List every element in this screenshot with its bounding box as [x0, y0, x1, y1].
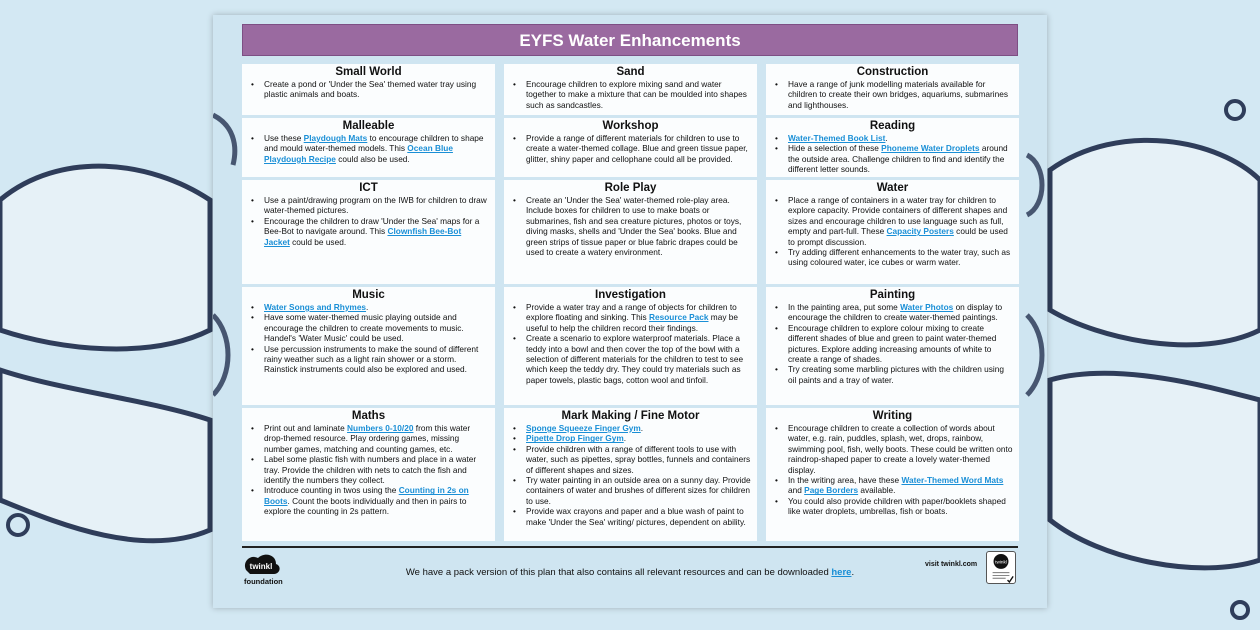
- bullet-item: [510, 195, 751, 257]
- bullet-text: from this water drop-themed resource. Play ordering games, missing number games, matching and counting games, etc.: [264, 423, 471, 454]
- resource-link[interactable]: Resource Pack: [649, 312, 709, 323]
- bullet-text: Use percussion instruments to make the sound of different rainy weather such as a light rain shower or a storm. Rainstick instruments could also be explored and used.: [264, 343, 479, 375]
- bullet-item: [772, 302, 1013, 323]
- bullet-item: [248, 79, 489, 100]
- bullet-list: [772, 79, 1013, 110]
- footer-text: We have a pack version of this plan that also contains all relevant resources and can be downloaded: [405, 567, 832, 578]
- page-title: EYFS Water Enhancements: [242, 24, 1018, 56]
- enhancements-grid: [242, 64, 1018, 542]
- resource-link[interactable]: Water Photos: [900, 302, 954, 312]
- cell-mark-making-fine-motor: [504, 408, 757, 541]
- cell-heading: Small World: [335, 66, 402, 78]
- cell-heading: Water: [876, 182, 909, 194]
- resource-link[interactable]: Capacity Posters: [886, 226, 954, 237]
- bullet-text: Provide wax crayons and paper and a blue wash of paint to make 'Under the Sea' writing/ pictures, dependent on ability.: [526, 506, 746, 527]
- bullet-text: Create a pond or 'Under the Sea' themed water tray using plastic animals and boats.: [264, 79, 477, 100]
- bullet-item: [248, 423, 489, 454]
- cell-heading: Role Play: [604, 182, 657, 194]
- bullet-text: Provide a range of different materials for children to use to create a water-themed collage. Blue and green tissue paper, glitter, shiny paper and cellophane could all be provided.: [526, 133, 748, 164]
- resource-link[interactable]: Water-Themed Book List: [788, 133, 886, 143]
- cell-music: [242, 287, 495, 405]
- bullet-item: [772, 423, 1013, 475]
- bullet-list: [248, 133, 489, 164]
- bullet-item: [510, 433, 751, 443]
- bullet-text: .: [366, 302, 369, 312]
- bullet-text: Label some plastic fish with numbers and place in a water tray. Provide the children with nets to catch the fish and identify the numbers they collect.: [264, 454, 477, 486]
- bullet-text: and: [788, 485, 805, 496]
- bullet-text: Try creating some marbling pictures with the children using oil paints and a tray of water.: [788, 364, 1004, 385]
- resource-link[interactable]: Ocean Blue Playdough Recipe: [264, 143, 453, 164]
- bullet-text: .: [623, 433, 627, 444]
- resource-link[interactable]: Counting in 2s on Boots: [264, 485, 469, 506]
- bullet-text: Try adding different enhancements to the water tray, such as using coloured water, ice cubes or warm water.: [788, 247, 1011, 268]
- bullet-item: [248, 454, 489, 485]
- bullet-text: You could also provide children with paper/booklets shaped like water droplets, umbrellas, fish or boats.: [788, 495, 1006, 517]
- resource-link[interactable]: Sponge Squeeze Finger Gym: [526, 423, 641, 433]
- bullet-list: [772, 133, 1013, 175]
- bullet-item: [248, 312, 489, 343]
- resource-link[interactable]: Phoneme Water Droplets: [881, 143, 980, 154]
- divider: [242, 546, 1018, 548]
- bullet-list: [248, 423, 489, 517]
- bullet-text: Place a range of containers in a water tray for children to explore capacity. Provide containers of different shapes and sizes and encourage children to use language such as full, empty and part-full. These: [788, 195, 1008, 237]
- bullet-text: Provide children with a range of different tools to use with water, such as pipettes, spray bottles, funnels and containers of different shapes and sizes.: [526, 443, 751, 475]
- cell-heading: Investigation: [595, 289, 666, 301]
- bullet-text: Provide a water tray and a range of objects for children to explore floating and sinking. This: [526, 302, 737, 323]
- bullet-item: [248, 302, 489, 312]
- bullet-text: Print out and laminate: [264, 423, 348, 433]
- bullet-item: [772, 496, 1013, 517]
- bullet-text: . Count the boots individually and then in pairs to explore the counting in 2s pattern.: [264, 495, 467, 517]
- cell-heading: Malleable: [342, 120, 395, 132]
- cell-heading: ICT: [359, 182, 378, 194]
- bullet-text: .: [640, 423, 644, 433]
- svg-text:twinkl: twinkl: [995, 559, 1007, 565]
- cell-water: [766, 180, 1019, 284]
- svg-text:twinkl: twinkl: [249, 562, 273, 571]
- bullet-text: Introduce counting in twos using the: [264, 485, 399, 496]
- cell-ict: [242, 180, 495, 284]
- cell-heading: Music: [352, 289, 385, 301]
- footer-message: [213, 567, 1047, 578]
- bullet-item: [248, 485, 489, 516]
- resource-link[interactable]: Water-Themed Word Mats: [901, 475, 1004, 486]
- cell-workshop: [504, 118, 757, 177]
- bullet-text: Create an 'Under the Sea' water-themed role-play area. Include boxes for children to use to make boats or submarines, fish and sea creature pictures, photos or toys, diving masks, shells and 'Under the Sea' books. Blue and green strips of tissue paper or blue fabric drapes could be used to create a watery environment.: [526, 195, 742, 258]
- cell-heading: Painting: [869, 289, 916, 301]
- bullet-list: [772, 302, 1013, 385]
- cell-heading: Construction: [856, 66, 929, 78]
- bullet-item: [510, 302, 751, 333]
- cell-heading: Maths: [351, 410, 386, 422]
- resource-link[interactable]: Playdough Mats: [303, 133, 368, 143]
- resource-link[interactable]: Pipette Drop Finger Gym: [526, 433, 624, 444]
- bullet-text: Use a paint/drawing program on the IWB for children to draw water-themed pictures.: [264, 195, 487, 216]
- bullet-text: could be used to prompt discussion.: [788, 226, 1008, 247]
- bullet-text: Hide a selection of these: [788, 143, 882, 154]
- resource-link[interactable]: Page Borders: [804, 485, 859, 496]
- cell-painting: [766, 287, 1019, 405]
- bullet-item: [772, 323, 1013, 365]
- cell-heading: Sand: [616, 66, 645, 78]
- bullet-text: may be useful to help the children record their findings.: [526, 312, 739, 333]
- bullet-item: [510, 506, 751, 527]
- cell-role-play: [504, 180, 757, 284]
- bullet-list: [248, 302, 489, 375]
- resource-link[interactable]: Clownfish Bee-Bot Jacket: [264, 226, 462, 247]
- bullet-text: Encourage the children to draw 'Under the Sea' maps for a Bee-Bot to navigate around. This: [264, 215, 480, 237]
- bullet-item: [248, 133, 489, 164]
- bullet-text: Encourage children to explore colour mixing to create different shades of blue and green to paint water-themed pictures. Explore adding increasing amounts of white to create a range of shades.: [788, 322, 997, 365]
- bullet-text: Encourage children to create a collection of words about water, e.g. rain, puddles, splash, wet, drops, rainbow, swimming pool, fish, welly boots. These could be written onto raindrop-shaped paper to create a lovely water-themed display.: [788, 423, 1013, 475]
- cell-reading: [766, 118, 1019, 177]
- cell-heading: Writing: [872, 410, 913, 422]
- bullet-item: [248, 216, 489, 247]
- cell-investigation: [504, 287, 757, 405]
- bullet-item: [510, 79, 751, 110]
- bullet-text: Encourage children to explore mixing sand and water together to make a mixture that can be moulded into shapes such as sandcastles.: [526, 79, 747, 110]
- bullet-item: [510, 423, 751, 433]
- resource-link[interactable]: Water Songs and Rhymes: [264, 302, 367, 312]
- bullet-list: [772, 423, 1013, 517]
- cell-heading: Reading: [869, 120, 916, 132]
- bullet-item: [510, 444, 751, 475]
- cell-sand: [504, 64, 757, 115]
- bullet-text: Use these: [264, 133, 304, 143]
- bullet-text: In the writing area, have these: [788, 475, 902, 486]
- bullet-list: [510, 133, 751, 164]
- bullet-text: around the outside area. Challenge children to find and identify the different letter sounds.: [788, 143, 1008, 175]
- cell-writing: [766, 408, 1019, 541]
- cell-heading: Workshop: [602, 120, 659, 132]
- bullet-item: [248, 344, 489, 375]
- svg-text:foundation: foundation: [244, 577, 283, 586]
- bullet-list: [510, 195, 751, 257]
- cell-small-world: [242, 64, 495, 115]
- bullet-text: could also be used.: [335, 153, 410, 164]
- footer-text-end: .: [851, 567, 855, 578]
- bullet-item: [772, 79, 1013, 110]
- bullet-item: [772, 364, 1013, 385]
- bullet-list: [772, 195, 1013, 268]
- bullet-text: Have a range of junk modelling materials available for children to create their own bridges, aquariums, submarines and lighthouses.: [788, 79, 1008, 110]
- bullet-item: [510, 133, 751, 164]
- bullet-item: [772, 143, 1013, 174]
- visit-twinkl-link[interactable]: visit twinkl.com: [925, 561, 978, 568]
- bullet-item: [772, 195, 1013, 247]
- download-here-link[interactable]: here: [831, 567, 852, 578]
- bullet-list: [248, 195, 489, 247]
- bullet-text: Create a scenario to explore waterproof materials. Place a teddy into a bowl and then cover the top of the bowl with a selection of different materials for the children to test to see which keep the teddy dry. They could try materials such as paper towels, plastic bags, cotton wool and tinfoil.: [526, 333, 744, 385]
- bullet-item: [510, 475, 751, 506]
- bullet-list: [248, 79, 489, 100]
- bullet-text: Try water painting in an outside area on a sunny day. Provide containers of water and brushes of different sizes for children to use.: [526, 475, 751, 506]
- bullet-item: [772, 475, 1013, 496]
- bullet-item: [248, 195, 489, 216]
- bullet-item: [510, 333, 751, 385]
- bullet-text: to encourage children to shape and mould water-themed models. This: [264, 133, 484, 154]
- bullet-item: [772, 133, 1013, 143]
- cell-maths: [242, 408, 495, 541]
- bullet-list: [510, 423, 751, 527]
- bullet-item: [772, 247, 1013, 268]
- cell-heading: Mark Making / Fine Motor: [561, 410, 700, 422]
- resource-link[interactable]: Numbers 0-10/20: [347, 423, 414, 433]
- bullet-text: Have some water-themed music playing outside and encourage the children to create movements to music. Handel's 'Water Music' could be used.: [264, 312, 464, 344]
- bullet-text: available.: [858, 485, 896, 496]
- bullet-text: .: [885, 133, 888, 143]
- cell-construction: [766, 64, 1019, 115]
- bullet-list: [510, 302, 751, 385]
- enhancements-plan-sheet: [213, 15, 1047, 608]
- quality-standard-badge-icon: [986, 551, 1016, 584]
- bullet-text: could be used.: [289, 236, 347, 247]
- bullet-list: [510, 79, 751, 110]
- bullet-text: In the painting area, put some: [788, 302, 901, 312]
- bullet-text: on display to encourage the children to create water-themed paintings.: [788, 302, 1003, 323]
- cell-malleable: [242, 118, 495, 177]
